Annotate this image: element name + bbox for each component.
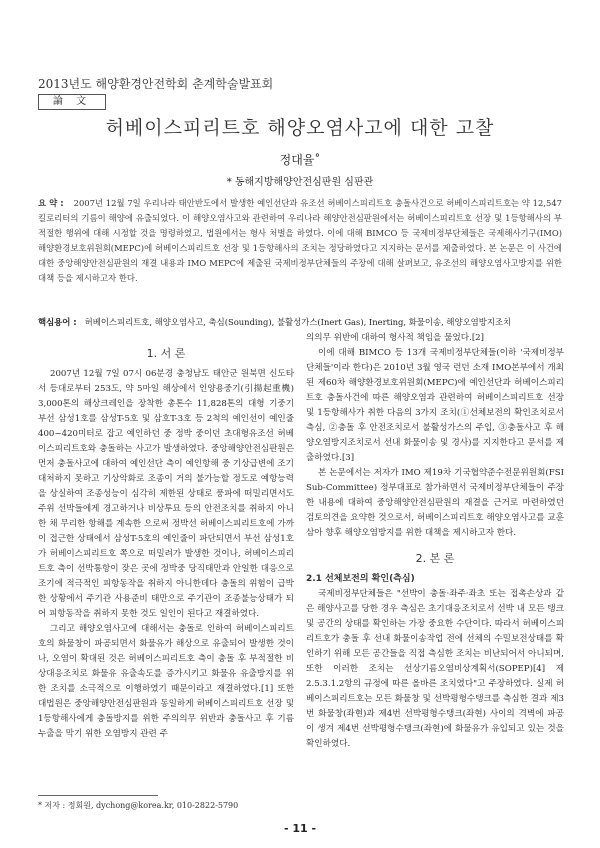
paragraph: 국제비정부단체들은 "선박이 충돌·좌주·좌초 또는 접촉손상과 같은 해양사고를 당한 경우 측심은 초기대응조치로서 선박 내 모든 탱크 및 공간의 상태를 확인하는 가장 중요한 수단이다. 따라서 허베이스피리트호가 충돌 후 선내 화물이송작업 전에 선체의 수밀보전상태를 확인하기 위해 모든 공간들을 직접 측심한 조치는 비난되어서 아니되며, 또한 이러한 조치는 선상기름오염비상계획서(SOPEP)[4] 제2.5.3.1.2항의 규정에 따른 올바른 조치였다"고 주장하였다. 실제 허베이스피리트호는 모든 화물창 및 선박평형수탱크를 측심한 결과 제3번 화물창(좌현)과 제4번 선박평형수탱크(좌현) 사이의 격벽에 파공이 생겨 제4번 선박평형수탱크(좌현)에 화물유가 유입되고 있는 것을 확인하였다. bbox=[306, 589, 564, 749]
section-heading-main: 2. 본 론 bbox=[415, 552, 455, 565]
right-column bbox=[306, 331, 564, 752]
author-affiliation: * 동해지방해양안전심판원 심판관 bbox=[226, 177, 374, 188]
paragraph: 2007년 12월 7일 07시 06분경 충청남도 태안군 원북면 신도타서 등대로부터 253도, 약 5마일 해상에서 인양용중기(引揚起重機) 3,000톤의 해상크레인을 장착한 총톤수 11,828톤의 대형 기중기 부선 삼성1호를 삼성T-5호 및 삼호T-3호 등 2척의 예인선이 예인줄 400~420미터로 잡고 예인하던 중 정박 중이던 초대형유조선 허베이스피리트호와 충돌하는 사고가 발생하였다. 중앙해양안전심판원은 먼저 충돌사고에 대하여 예인선단 측이 예인항해 중 기상급변에 조기대처하지 못하고 기상악화로 조종이 거의 불가능할 정도로 예항능력을 상실하여 조종성능이 심각히 제한된 상태로 풍파에 떠밀리면서도 주위 선박들에게 경고하거나 비상투묘 등의 안전조치를 취하지 아니한 채 무리한 항해를 계속한 으로써 정박선 허베이스피리트호에 가까이 접근한 상태에서 삼성T-5호의 예인줄이 파단되면서 부선 삼성1호가 허베이스피리트호 쪽으로 떠밀려가 발생한 것이나, 허베이스피리트호 측이 선박통항이 잦은 곳에 정박중 당직태만과 안일한 대응으로 조기에 적극적인 피항동작을 취하지 아니한데다 충돌의 위험이 급박한 상황에서 주기관 사용준비 태만으로 주기관이 조종불능상태가 되어 피항동작을 취하지 못한 것도 일인이 된다고 재결하였다. bbox=[38, 369, 294, 619]
left-column bbox=[38, 346, 294, 742]
footnote-rule bbox=[38, 795, 158, 796]
paragraph: 그리고 해양오염사고에 대해서는 충돌로 인하여 허베이스피리트호의 화물창이 파공되면서 화물유가 해상으로 유출되어 발생한 것이나, 오염이 확대된 것은 허베이스피리트호 측이 충돌 후 부적절한 비상대응조치로 화물유 유출속도를 증가시키고 화물유 유출방지를 위한 조치를 소극적으로 이행하였기 때문이라고 재결하였다.[1] 또한 대법원은 중앙해양안전심판원과 동일하게 허베이스피리트호 선장 및 1등항해사에게 충돌방지를 위한 주의의무 위반과 충돌사고 후 기름 누출을 막기 위한 오염방지 관련 주 bbox=[38, 624, 294, 739]
keywords-label: 핵심용어 : bbox=[38, 317, 77, 327]
abstract bbox=[38, 196, 562, 286]
paragraph: 의의무 위반에 대하여 형사적 책임을 물었다.[2] bbox=[306, 333, 484, 343]
keywords-text: 허베이스피리트호, 해양오염사고, 축심(Sounding), 불활성가스(Inert Gas), Inerting, 화물이송, 해양오염방지조치 bbox=[84, 317, 512, 327]
section-heading-introduction: 1. 서 론 bbox=[146, 347, 186, 360]
conference-header: 2013년도 해양환경안전학회 춘계학술발표회 bbox=[38, 77, 274, 91]
paper-type-tag: 論 文 bbox=[38, 94, 106, 110]
page-number: - 11 - bbox=[283, 822, 317, 835]
abstract-label: 요 약 : bbox=[38, 198, 64, 208]
footnote: * 저자 : 정회원, dychong@korea.kr, 010-2822-5790 bbox=[38, 801, 239, 810]
paragraph: 이에 대해 BIMCO 등 13개 국제비정부단체들(이하 '국제비정부단체들'이라 한다)은 2010년 3월 영국 런던 소재 IMO본부에서 개최된 제60차 해양환경보호위원회(MEPC)에 예인선단과 허베이스피리트호 충돌사건에 따른 해양오염과 관련하여 허베이스피리트호 선장 및 1등항해사가 취한 다음의 3가지 조치(①선체보전의 확인조치로서 측심, ②충돌 후 안전조치로서 불활성가스의 주입, ③충돌사고 후 해양오염방지조치로서 선내 화물이송 및 경사)를 지지한다고 문서를 제출하였다.[3] bbox=[306, 348, 564, 463]
abstract-text: 2007년 12월 7일 우리나라 태안반도에서 발생한 예인선단과 유조선 허베이스피리트호 충돌사건으로 허베이스피리트호는 약 12,547킬로리터의 기름이 해양에 유출되었다. 이 해양오염사고와 관련하여 우리나라 해양안전심판원에서는 허베이스피리트호 선장 및 1등항해사의 부적절한 행위에 대해 시정할 것을 명령하였고, 법원에서는 형사 처벌을 하였다. 이에 대해 BIMCO 등 국제비정부단체들은 국제해사기구(IMO) 해양환경보호위원회(MEPC)에 허베이스피리트호 선장 및 1등항해사의 조치는 정당하였다고 지지하는 문서를 제출하였다. 본 논문은 이 사건에 대한 중앙해양안전심판원의 재결 내용과 IMO MEPC에 제출된 국제비정부단체들의 주장에 대해 살펴보고, 유조선의 해양오염사고방지를 위한 대책 등을 제시하고자 한다. bbox=[38, 198, 562, 283]
paragraph: 본 논문에서는 저자가 IMO 제19차 기국협약준수전문위원회(FSI Sub-Committee) 정부대표로 참가하면서 국제비정부단체들이 주장한 내용에 대하여 중앙해양안전심판원의 재결을 근거로 마련하였던 검토의견을 요약한 것으로서, 허베이스피리트호 해양오염사고를 교훈삼아 향후 해양오염방지를 위한 대책을 제시하고자 한다. bbox=[306, 468, 564, 538]
author-name: 정대율˚ bbox=[279, 153, 321, 167]
keywords bbox=[38, 316, 562, 328]
paper-title: 허베이스피리트호 해양오염사고에 대한 고찰 bbox=[105, 117, 495, 139]
subsection-heading: 2.1 선체보전의 확인(측심) bbox=[306, 574, 415, 584]
